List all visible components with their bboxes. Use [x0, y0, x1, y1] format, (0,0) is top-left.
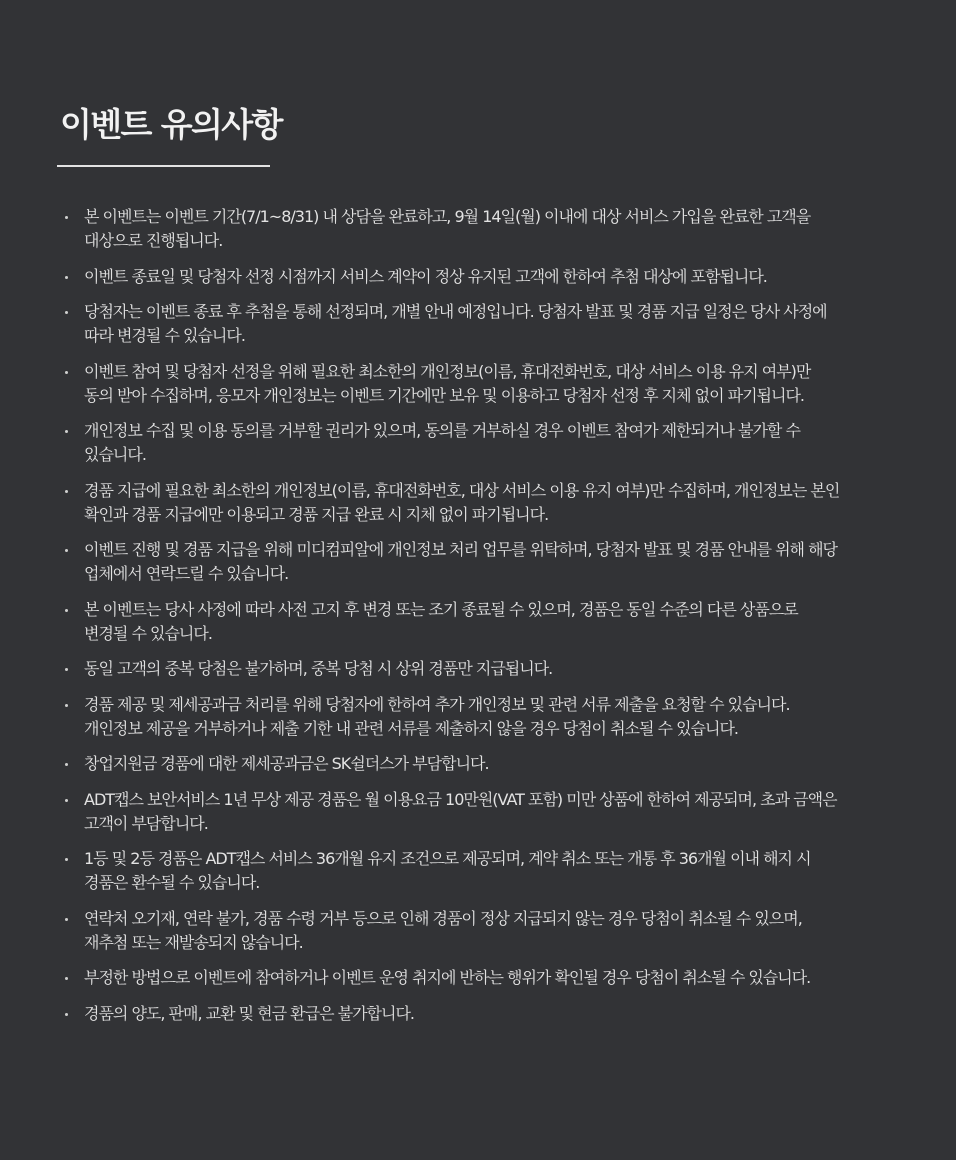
notice-item-text-line: 경품 지급에 필요한 최소한의 개인정보(이름, 휴대전화번호, 대상 서비스 이용 유지 여부)만 수집하며, 개인정보는 본인	[84, 480, 840, 500]
bullet-dot-icon	[65, 858, 68, 861]
bullet-dot-icon	[65, 371, 68, 374]
bullet-dot-icon	[65, 276, 68, 279]
notice-item-text-line: 본 이벤트는 이벤트 기간(7/1~8/31) 내 상담을 완료하고, 9월 14일(월) 이내에 대상 서비스 가입을 완료한 고객을	[84, 207, 811, 226]
notice-item	[60, 847, 912, 895]
notice-item-text-line: 이벤트 진행 및 경품 지급을 위해 미디컴피알에 개인정보 처리 업무를 위탁하며, 당첨자 발표 및 경품 안내를 위해 해당	[84, 540, 837, 559]
notice-item-text-line: 창업지원금 경품에 대한 제세공과금은 SK쉴더스가 부담합니다.	[84, 754, 489, 773]
bullet-dot-icon	[65, 704, 68, 707]
notice-item-text-line: 1등 및 2등 경품은 ADT캡스 서비스 36개월 유지 조건으로 제공되며, 계약 취소 또는 개통 후 36개월 이내 해지 시	[84, 849, 811, 868]
notice-item	[60, 205, 912, 253]
notice-item-text-line: 변경될 수 있습니다.	[84, 623, 212, 643]
notice-item	[60, 300, 912, 348]
notice-item-text-line: 경품 제공 및 제세공과금 처리를 위해 당첨자에 한하여 추가 개인정보 및 관련 서류 제출을 요청할 수 있습니다.	[84, 694, 790, 714]
bullet-dot-icon	[65, 763, 68, 766]
notice-item	[60, 966, 912, 990]
notice-item	[60, 538, 912, 586]
notice-item-text-line: 경품은 환수될 수 있습니다.	[84, 873, 260, 892]
notice-item-text-line: 동일 고객의 중복 당첨은 불가하며, 중복 당첨 시 상위 경품만 지급됩니다.	[84, 659, 553, 678]
notice-item-text-line: 재추첨 또는 재발송되지 않습니다.	[84, 932, 303, 952]
notice-item-text-line: 이벤트 참여 및 당첨자 선정을 위해 필요한 최소한의 개인정보(이름, 휴대전화번호, 대상 서비스 이용 유지 여부)만	[84, 361, 811, 381]
notice-item-text-line: 업체에서 연락드릴 수 있습니다.	[84, 564, 289, 583]
notice-item-text-line: 이벤트 종료일 및 당첨자 선정 시점까지 서비스 계약이 정상 유지된 고객에 한하여 추첨 대상에 포함됩니다.	[84, 266, 767, 286]
notice-item	[60, 752, 912, 776]
notice-item	[60, 657, 912, 681]
notice-item-text-line: 연락처 오기재, 연락 불가, 경품 수령 거부 등으로 인해 경품이 정상 지급되지 않는 경우 당첨이 취소될 수 있으며,	[84, 908, 802, 928]
notice-item-text-line: 따라 변경될 수 있습니다.	[84, 326, 245, 345]
notice-item-text-line: 개인정보 수집 및 이용 동의를 거부할 권리가 있으며, 동의를 거부하실 경우 이벤트 참여가 제한되거나 불가할 수	[84, 421, 800, 440]
notice-item	[60, 693, 912, 741]
notice-item	[60, 598, 912, 646]
notice-item	[60, 360, 912, 408]
bullet-dot-icon	[65, 311, 68, 314]
bullet-dot-icon	[65, 1013, 68, 1016]
notice-item	[60, 419, 912, 467]
notice-item-text-line: 확인과 경품 지급에만 이용되고 경품 지급 완료 시 지체 없이 파기됩니다.	[84, 504, 549, 524]
bullet-dot-icon	[65, 549, 68, 552]
notice-item	[60, 1002, 912, 1026]
bullet-dot-icon	[65, 977, 68, 980]
notice-item-text-line: 대상으로 진행됩니다.	[84, 231, 223, 250]
title-divider	[57, 165, 270, 167]
notice-item-text-line: ADT캡스 보안서비스 1년 무상 제공 경품은 월 이용요금 10만원(VAT 포함) 미만 상품에 한하여 제공되며, 초과 금액은	[84, 789, 837, 809]
notice-item	[60, 788, 912, 836]
notice-item-text-line: 당첨자는 이벤트 종료 후 추첨을 통해 선정되며, 개별 안내 예정입니다. 당첨자 발표 및 경품 지급 일정은 당사 사정에	[84, 302, 827, 321]
notice-item-text-line: 개인정보 제공을 거부하거나 제출 기한 내 관련 서류를 제출하지 않을 경우 당첨이 취소될 수 있습니다.	[84, 718, 738, 738]
notice-item	[60, 479, 912, 527]
notice-item-text-line: 고객이 부담합니다.	[84, 813, 208, 833]
bullet-dot-icon	[65, 918, 68, 921]
bullet-dot-icon	[65, 216, 68, 219]
notice-list	[60, 205, 912, 1026]
bullet-dot-icon	[65, 609, 68, 612]
notice-item-text-line: 본 이벤트는 당사 사정에 따라 사전 고지 후 변경 또는 조기 종료될 수 있으며, 경품은 동일 수준의 다른 상품으로	[84, 599, 798, 619]
notice-title: 이벤트 유의사항	[60, 105, 282, 144]
notice-item	[60, 265, 912, 289]
notice-item-text-line: 부정한 방법으로 이벤트에 참여하거나 이벤트 운영 취지에 반하는 행위가 확인될 경우 당첨이 취소될 수 있습니다.	[84, 968, 811, 987]
bullet-dot-icon	[65, 430, 68, 433]
bullet-dot-icon	[65, 799, 68, 802]
bullet-dot-icon	[65, 490, 68, 493]
notice-item-text-line: 경품의 양도, 판매, 교환 및 현금 환급은 불가합니다.	[84, 1003, 414, 1023]
notice-item-text-line: 동의 받아 수집하며, 응모자 개인정보는 이벤트 기간에만 보유 및 이용하고 당첨자 선정 후 지체 없이 파기됩니다.	[84, 385, 804, 405]
notice-item-text-line: 있습니다.	[84, 445, 146, 464]
notice-item	[60, 907, 912, 955]
bullet-dot-icon	[65, 668, 68, 671]
